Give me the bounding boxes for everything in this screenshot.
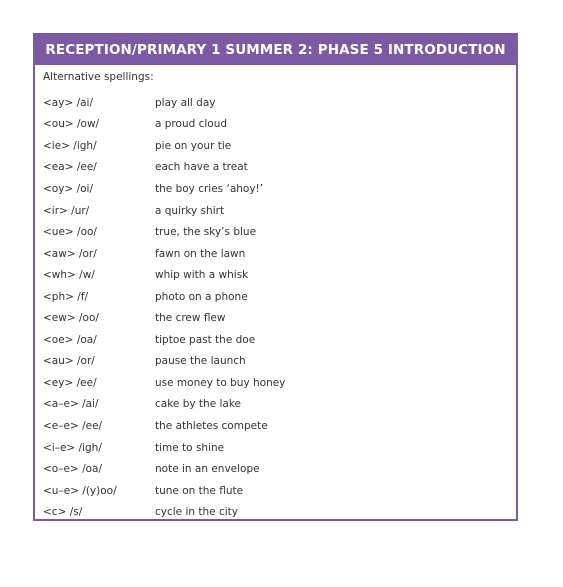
grapheme-phoneme: <a–e> /ai/ (43, 398, 99, 411)
spelling-row (43, 307, 503, 329)
example-phrase: tune on the flute (155, 484, 244, 497)
spelling-row (43, 501, 503, 523)
spelling-row (43, 200, 503, 222)
example-phrase: use money to buy honey (155, 376, 286, 389)
example-phrase: true, the sky’s blue (155, 226, 257, 239)
example-phrase: play all day (155, 96, 216, 109)
grapheme-phoneme: <ew> /oo/ (43, 312, 99, 325)
example-phrase: tiptoe past the doe (155, 333, 256, 346)
example-phrase: note in an envelope (155, 463, 260, 476)
spelling-row (43, 243, 503, 265)
spelling-row (43, 157, 503, 179)
example-phrase: whip with a whisk (155, 269, 249, 282)
grapheme-phoneme: <ir> /ur/ (43, 204, 90, 217)
grapheme-phoneme: <ph> /f/ (43, 290, 89, 303)
spelling-row (43, 92, 503, 114)
phase5-panel (33, 33, 518, 521)
grapheme-phoneme: <wh> /w/ (43, 269, 95, 282)
spelling-row (43, 114, 503, 136)
spelling-row (43, 415, 503, 437)
example-phrase: each have a treat (155, 161, 248, 174)
example-phrase: the athletes compete (155, 419, 268, 432)
grapheme-phoneme: <ue> /oo/ (43, 226, 97, 239)
spelling-row (43, 372, 503, 394)
panel-title: RECEPTION/PRIMARY 1 SUMMER 2: PHASE 5 INTRODUCTION (35, 35, 516, 65)
example-phrase: photo on a phone (155, 290, 248, 303)
example-phrase: cycle in the city (155, 506, 238, 519)
spelling-row (43, 221, 503, 243)
grapheme-phoneme: <oy> /oi/ (43, 182, 93, 195)
grapheme-phoneme: <c> /s/ (43, 506, 83, 519)
grapheme-phoneme: <au> /or/ (43, 355, 95, 368)
example-phrase: the crew flew (155, 312, 226, 325)
grapheme-phoneme: <i–e> /igh/ (43, 441, 102, 454)
grapheme-phoneme: <ou> /ow/ (43, 118, 100, 131)
grapheme-phoneme: <oe> /oa/ (43, 333, 97, 346)
spelling-row (43, 480, 503, 502)
example-phrase: time to shine (155, 441, 225, 454)
spelling-row (43, 329, 503, 351)
intro-label: Alternative spellings: (43, 71, 154, 83)
grapheme-phoneme: <ea> /ee/ (43, 161, 97, 174)
spelling-row (43, 286, 503, 308)
example-phrase: fawn on the lawn (155, 247, 246, 260)
example-phrase: a proud cloud (155, 118, 228, 131)
spelling-list (43, 92, 503, 523)
example-phrase: cake by the lake (155, 398, 242, 411)
example-phrase: a quirky shirt (155, 204, 225, 217)
grapheme-phoneme: <ie> /igh/ (43, 139, 97, 152)
example-phrase: pie on your tie (155, 139, 232, 152)
grapheme-phoneme: <e–e> /ee/ (43, 419, 103, 432)
grapheme-phoneme: <o–e> /oa/ (43, 463, 103, 476)
spelling-row (43, 178, 503, 200)
grapheme-phoneme: <aw> /or/ (43, 247, 97, 260)
spelling-row (43, 264, 503, 286)
grapheme-phoneme: <ay> /ai/ (43, 96, 94, 109)
grapheme-phoneme: <u–e> /(y)oo/ (43, 484, 117, 497)
spelling-row (43, 458, 503, 480)
spelling-row (43, 135, 503, 157)
spelling-row (43, 394, 503, 416)
spelling-row (43, 351, 503, 373)
spelling-row (43, 437, 503, 459)
example-phrase: the boy cries ‘ahoy!’ (155, 182, 264, 195)
grapheme-phoneme: <ey> /ee/ (43, 376, 97, 389)
example-phrase: pause the launch (155, 355, 246, 368)
